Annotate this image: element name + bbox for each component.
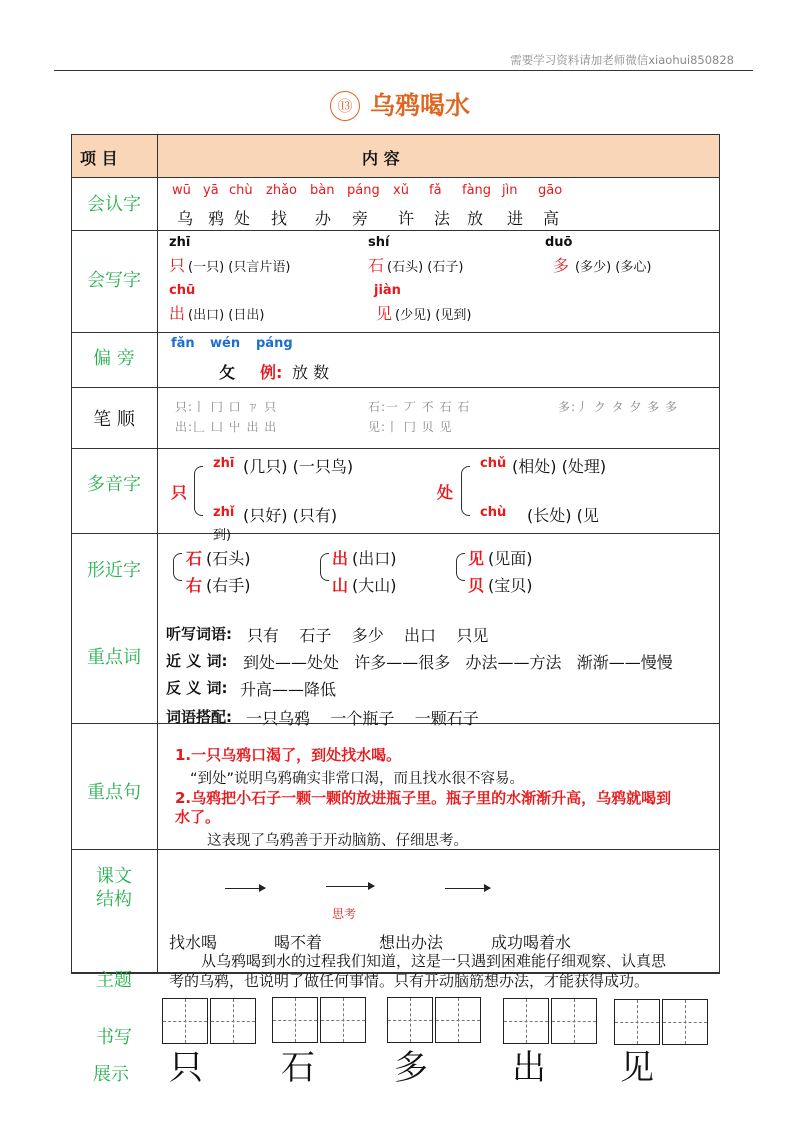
pinyin: xǔ <box>393 183 409 198</box>
row-divider <box>71 533 720 534</box>
arrow <box>326 886 374 887</box>
lesson-number: ⑬ <box>330 91 360 121</box>
structure-step: 找水喝 <box>169 933 218 952</box>
write-words: (多少) (多心) <box>575 260 652 275</box>
arrow <box>445 888 490 889</box>
pinyin: chù <box>480 505 507 520</box>
column-divider <box>157 134 158 974</box>
similar-word: (右手) <box>206 576 251 595</box>
writing-grid <box>387 997 433 1043</box>
write-words: (石头) (石子) <box>387 260 464 275</box>
think-label: 思考 <box>332 907 357 921</box>
write-words: (一只) (只言片语) <box>188 260 291 275</box>
pinyin: chǔ <box>480 456 507 471</box>
synonym-words: 到处——处处 许多——很多 办法——方法 渐渐——慢慢 <box>243 653 673 672</box>
label-similar: 形近字 <box>87 560 141 581</box>
key-sentence-1: 1.一只乌鸦口渴了，到处找水喝。 <box>175 746 402 764</box>
header-rule <box>54 70 753 71</box>
row-divider <box>71 230 720 231</box>
write-words: (出口) (日出) <box>188 308 265 323</box>
antonym-label: 反 义 词: <box>166 679 228 697</box>
row-divider <box>71 177 720 178</box>
label-writing-1: 书写 <box>96 1027 132 1048</box>
pinyin: bàn <box>310 183 335 198</box>
polyphone-words-wrap: 到) <box>213 528 232 543</box>
pinyin: shí <box>368 235 390 250</box>
writing-grid <box>614 999 660 1045</box>
similar-char: 石 <box>186 549 203 568</box>
label-writing-2: 展示 <box>93 1064 129 1085</box>
dictation-label: 听写词语: <box>166 625 232 643</box>
label-key-words: 重点词 <box>87 647 141 668</box>
label-structure-1: 课文 <box>96 866 132 887</box>
arrow <box>225 888 265 889</box>
pinyin: gāo <box>538 183 563 198</box>
recognize-char: 乌 <box>177 209 194 228</box>
brace <box>173 553 182 581</box>
polyphone-words: (几只) (一只鸟) <box>243 457 354 476</box>
pinyin: jìn <box>502 183 518 198</box>
pinyin: chū <box>169 283 196 298</box>
pinyin: jiàn <box>374 283 401 298</box>
writing-grid <box>162 998 208 1044</box>
label-structure-2: 结构 <box>96 889 132 910</box>
pinyin: chù <box>229 183 253 198</box>
pinyin: wén <box>210 336 241 351</box>
theme-line-2: 考的乌鸦，也说明了做任何事情。只有开动脑筋想办法，才能获得成功。 <box>169 972 650 990</box>
writing-char: 多 <box>394 1048 428 1088</box>
brace <box>461 466 470 516</box>
recognize-char: 办 <box>315 209 332 228</box>
writing-grid <box>435 997 481 1043</box>
recognize-char: 法 <box>434 209 451 228</box>
label-theme: 主题 <box>96 970 132 991</box>
pinyin: wū <box>172 183 191 198</box>
similar-char: 出 <box>332 549 349 568</box>
polyphone-char: 处 <box>437 483 454 502</box>
brace <box>456 553 465 581</box>
pinyin: duō <box>545 235 573 250</box>
pinyin: fǎ <box>429 183 442 198</box>
structure-step: 成功喝着水 <box>491 933 572 952</box>
key-sentence-note-1: “到处”说明乌鸦确实非常口渴，而且找水很不容易。 <box>190 771 525 787</box>
pinyin: fàng <box>462 183 492 198</box>
recognize-char: 高 <box>543 209 560 228</box>
header-content: 内 容 <box>362 149 400 168</box>
label-recognize: 会认字 <box>87 194 141 215</box>
writing-char: 见 <box>620 1048 654 1088</box>
header-item: 项 目 <box>80 149 118 168</box>
structure-step: 喝不着 <box>274 933 323 952</box>
radical-char: 攵 <box>219 363 236 382</box>
row-divider <box>71 448 720 449</box>
pinyin: páng <box>347 183 380 198</box>
stroke-order: 见:丨 冂 贝 见 <box>368 420 453 434</box>
polyphone-words: (只好) (只有) <box>243 506 338 525</box>
recognize-char: 鸦 <box>208 209 225 228</box>
brace <box>194 466 203 516</box>
write-char: 石 <box>368 256 385 275</box>
collocation-label: 词语搭配: <box>166 708 232 726</box>
radical-examples: 放 数 <box>292 363 330 382</box>
label-radical: 偏 旁 <box>93 348 135 369</box>
key-sentence-2: 2.乌鸦把小石子一颗一颗的放进瓶子里。瓶子里的水渐渐升高，乌鸦就喝到 <box>175 789 672 807</box>
writing-grid <box>210 998 256 1044</box>
pinyin: fǎn <box>171 336 195 351</box>
writing-char: 只 <box>169 1048 203 1088</box>
similar-char: 山 <box>332 576 349 595</box>
pinyin: zhī <box>169 235 191 250</box>
structure-step: 想出办法 <box>379 933 444 952</box>
write-char: 出 <box>169 304 186 323</box>
pinyin: zhǐ <box>213 505 235 520</box>
similar-char: 见 <box>468 549 485 568</box>
recognize-char: 处 <box>234 209 251 228</box>
write-char: 只 <box>169 256 186 275</box>
write-char: 见 <box>376 304 393 323</box>
key-sentence-2-cont: 水了。 <box>175 808 221 826</box>
similar-word: (见面) <box>488 549 533 568</box>
writing-char: 石 <box>281 1048 315 1088</box>
watermark: 需要学习资料请加老师微信xiaohui850828 <box>510 53 734 67</box>
example-label: 例: <box>260 363 283 382</box>
similar-word: (宝贝) <box>488 576 533 595</box>
collocation-words: 一只乌鸦 一个瓶子 一颗石子 <box>246 709 479 728</box>
writing-grid <box>551 998 597 1044</box>
polyphone-char: 只 <box>171 483 188 502</box>
writing-grid <box>320 997 366 1043</box>
antonym-words: 升高——降低 <box>240 680 337 699</box>
polyphone-words: (相处) (处理) <box>512 457 607 476</box>
brace <box>320 553 329 581</box>
dictation-words: 只有 石子 多少 出口 只见 <box>247 626 489 645</box>
writing-char: 出 <box>512 1048 546 1088</box>
stroke-order: 只:丨 冂 口 ㄗ 只 <box>175 400 278 414</box>
pinyin: zhǎo <box>266 183 297 198</box>
similar-char: 右 <box>186 576 203 595</box>
recognize-char: 找 <box>271 209 288 228</box>
page-title <box>0 86 800 122</box>
write-char: 多 <box>553 256 570 275</box>
recognize-char: 进 <box>507 209 524 228</box>
synonym-label: 近 义 词: <box>166 652 228 670</box>
recognize-char: 放 <box>467 209 484 228</box>
row-divider <box>71 387 720 388</box>
label-key-sentences: 重点句 <box>87 782 141 803</box>
row-divider <box>71 332 720 333</box>
writing-grid <box>662 999 708 1045</box>
label-polyphone: 多音字 <box>87 474 141 495</box>
polyphone-words: (长处) (见 <box>527 506 599 525</box>
similar-word: (石头) <box>206 549 251 568</box>
stroke-order: 多:丿 ク タ 夕 多 多 <box>558 400 679 414</box>
recognize-char: 许 <box>398 209 415 228</box>
lesson-title: 乌鸦喝水 <box>369 91 470 120</box>
theme-line-1: 从乌鸦喝到水的过程我们知道，这是一只遇到困难能仔细观察、认真思 <box>201 952 667 970</box>
writing-grid <box>503 998 549 1044</box>
label-strokes: 笔 顺 <box>93 409 135 430</box>
pinyin: zhī <box>213 456 235 471</box>
key-sentence-note-2: 这表现了乌鸦善于开动脑筋、仔细思考。 <box>207 833 468 849</box>
pinyin: yā <box>203 183 219 198</box>
stroke-order: 出:𠃊 凵 屮 出 出 <box>175 420 278 434</box>
label-write: 会写字 <box>87 270 141 291</box>
similar-word: (大山) <box>352 576 397 595</box>
write-words: (少见) (见到) <box>395 308 472 323</box>
writing-grid <box>272 997 318 1043</box>
pinyin: páng <box>256 336 293 351</box>
stroke-order: 石:一 丆 不 石 石 <box>368 400 471 414</box>
recognize-char: 旁 <box>352 209 369 228</box>
similar-word: (出口) <box>352 549 397 568</box>
similar-char: 贝 <box>468 576 485 595</box>
